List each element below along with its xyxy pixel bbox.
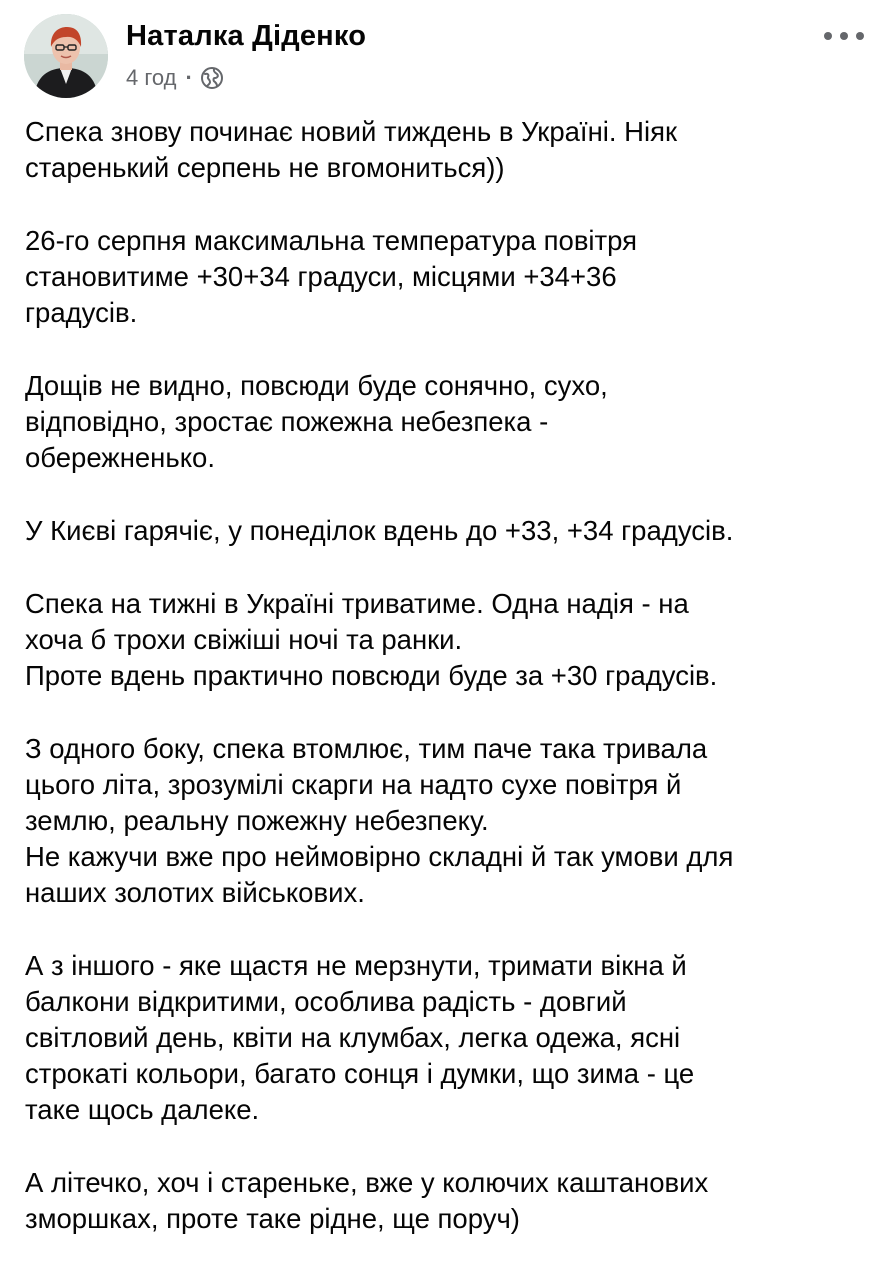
post-paragraph: Дощів не видно, повсюди буде сонячно, сухо, відповідно, зростає пожежна небезпека - обережненько. [25, 370, 608, 473]
post-paragraph: 26-го серпня максимальна температура повітря становитиме +30+34 градуси, місцями +34+36 градусів. [25, 225, 638, 328]
post-header [24, 14, 866, 98]
globe-icon[interactable] [200, 66, 224, 90]
more-options-button[interactable] [824, 24, 864, 48]
post-paragraph: У Києві гарячіє, у понеділок вдень до +33, +34 градусів. [25, 515, 734, 546]
avatar-image [24, 14, 108, 98]
post-timestamp[interactable]: 4 год [126, 65, 177, 90]
post-paragraph: Спека на тижні в Україні триватиме. Одна надія - на хоча б трохи свіжіші ночі та ранки. Проте вдень практично повсюди буде за +30 градусів. [25, 588, 718, 691]
post-meta [126, 64, 224, 92]
author-name[interactable]: Наталка Діденко [126, 20, 367, 52]
post-text [25, 114, 870, 1274]
post-paragraph: А з іншого - яке щастя не мерзнути, тримати вікна й балкони відкритими, особлива радість - довгий світловий день, квіти на клумбах, легка одежа, ясні строкаті кольори, багато сонця і думки, що зима - це таке щось далеке. [25, 950, 695, 1125]
avatar[interactable] [24, 14, 108, 98]
post-paragraph: З одного боку, спека втомлює, тим паче така тривала цього літа, зрозумілі скарги на надто сухе повітря й землю, реальну пожежну небезпеку. Не кажучи вже про неймовірно складні й так умови для наших золотих військових. [25, 733, 734, 908]
post-paragraph: Спека знову починає новий тиждень в Україні. Ніяк старенький серпень не вгомониться)) [25, 116, 678, 183]
more-horizontal-icon [824, 32, 832, 40]
post-paragraph: А літечко, хоч і стареньке, вже у колючих каштанових зморшках, проте таке рідне, ще поруч) [25, 1167, 709, 1234]
meta-separator: · [185, 65, 193, 90]
